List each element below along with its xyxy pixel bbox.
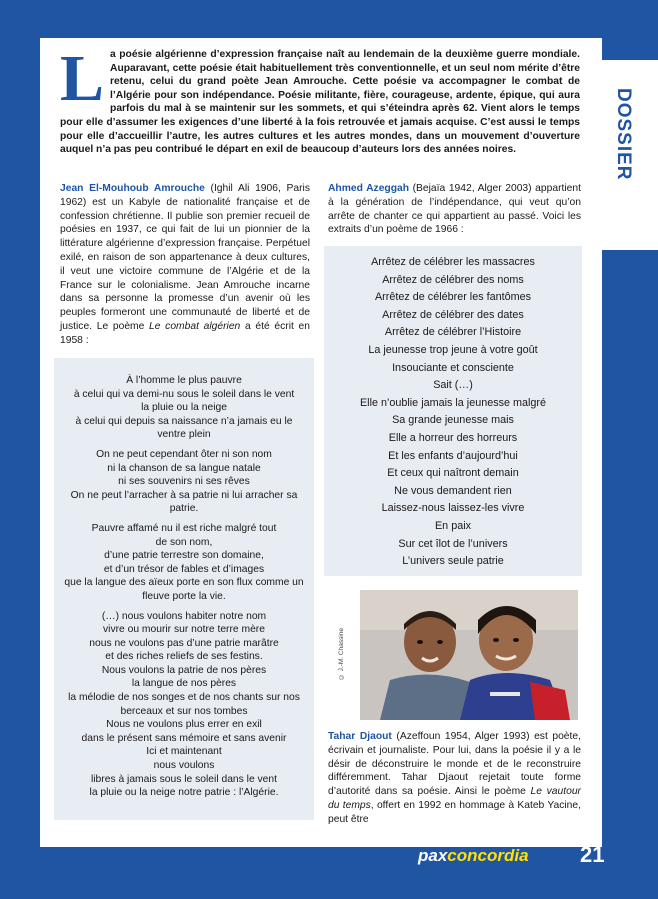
poem-stanza xyxy=(60,610,308,800)
azeggah-paragraph xyxy=(328,182,581,237)
poem-line: la mélodie de nos songes et de nos chants sur nos berceaux et sur nos tombes xyxy=(68,692,300,717)
djaout-poem-title: Le vautour du temps xyxy=(328,786,581,811)
amrouche-paragraph xyxy=(60,182,310,348)
poem-stanza xyxy=(60,522,308,604)
poem-line: Arrêtez de célébrer des noms xyxy=(382,273,524,286)
djaout-text-2: , offert en 1992 en hommage à Kateb Yacine, peut être xyxy=(328,799,581,825)
poem-line: Laissez-nous laissez-les vivre xyxy=(381,502,525,515)
poem-line: d’une patrie terrestre son domaine, xyxy=(104,550,264,562)
photo-credit: © J.-M. Chassine xyxy=(338,628,345,681)
djaout-text-1: (Azeffoun 1954, Alger 1993) est poète, écrivain et journaliste. Pour lui, dans la poésie il y a le désir de déconstruire le monde et de le reconstruire différemment. Tahar Djaout rejetait toute forme d’autorité dans sa poésie. Ainsi le poème xyxy=(328,731,581,798)
poem-line: nous voulons xyxy=(153,760,215,772)
poem-line: à celui qui va demi-nu sous le soleil dans le vent xyxy=(73,388,295,400)
poem-line: Arrêtez de célébrer des dates xyxy=(382,308,524,321)
poem-line: À l’homme le plus pauvre xyxy=(126,375,242,386)
amrouche-text-2: a été écrit en 1958 : xyxy=(60,320,310,346)
poem-line: Insouciante et consciente xyxy=(392,361,514,374)
poem-combat-algerien xyxy=(54,358,314,820)
poem-line: Sur cet îlot de l’univers xyxy=(398,537,508,550)
poem-line: à celui qui depuis sa naissance n’a jamais eu le ventre plein xyxy=(75,415,293,441)
poem-line: Sa grande jeunesse mais xyxy=(392,414,514,427)
poem-stanza xyxy=(60,374,308,442)
poem-line: L’univers seule patrie xyxy=(402,555,504,568)
poem-line: Ne vous demandent rien xyxy=(394,484,512,497)
poem-line: Arrêtez de célébrer l’Histoire xyxy=(384,326,522,339)
poem-line: Arrêtez de célébrer les fantômes xyxy=(374,291,532,304)
poem-line: Elle n’oublie jamais la jeunesse malgré xyxy=(359,396,547,409)
poem-line: Arrêtez de célébrer les massacres xyxy=(371,256,535,268)
page-number: 21 xyxy=(580,842,605,867)
author-name-amrouche: Jean El-Mouhoub Amrouche xyxy=(60,183,205,194)
poem-line: Nous voulons la patrie de nos pères xyxy=(101,664,267,676)
poem-line: Nous ne voulons plus errer en exil xyxy=(106,719,262,731)
poem-line: Elle a horreur des horreurs xyxy=(388,431,518,444)
poem-line: (…) nous voulons habiter notre nom xyxy=(101,610,267,622)
poem-line: Et les enfants d’aujourd’hui xyxy=(388,449,518,462)
poem-line: nous ne voulons pas d’une patrie marâtre xyxy=(89,637,279,649)
pax-concordia-logo: paxconcordia xyxy=(418,846,529,865)
poem-line: la pluie ou la neige notre patrie : l’Algérie. xyxy=(89,787,279,799)
intro-paragraph xyxy=(60,42,580,157)
poem-line: On ne peut l’arracher à sa patrie ni lui arracher sa patrie. xyxy=(70,489,298,515)
poem-line: de son nom, xyxy=(155,536,213,548)
amrouche-text-1: (Ighil Ali 1906, Paris 1962) est un Kabyle de nationalité française et de confession chrétienne. Il publie son premier recueil de poésies en 1937, ce qui fait de lui un pionnier de la littérature algérienne d’expression française. Perpétuel exilé, en raison de son appartenance à deux cultures, il veut une victoire commune de l’Algérie et de la France sur le colonialisme. Jean Amrouche incarne dans sa personne la promesse d’un avenir où les peuples formeront une communauté de liberté et de justice. Le poème xyxy=(60,183,310,332)
poem-line: libres à jamais sous le soleil dans le vent xyxy=(90,773,277,785)
poem-line: et d’un trésor de fables et d’images xyxy=(103,563,265,575)
section-tab-label: DOSSIER xyxy=(613,88,634,181)
poem-stanza xyxy=(60,448,308,516)
poem-line: que la langue des aïeux porte en son flux comme un fleuve porte la vie. xyxy=(64,577,304,602)
poem-line: Et ceux qui naîtront demain xyxy=(387,467,519,480)
poem-arretez-de-celebrer xyxy=(324,246,582,576)
author-name-azeggah: Ahmed Azeggah xyxy=(328,183,410,194)
children-photo-illustration xyxy=(360,590,578,720)
poem-line: Ici et maintenant xyxy=(146,746,222,758)
poem-line: La jeunesse trop jeune à votre goût xyxy=(368,343,538,356)
azeggah-text: (Bejaïa 1942, Alger 2003) appartient à la génération de l’indépendance, qui veut qu’on arrête de chanter ce qui appartient au passé. Voici les extraits d’un poème de 1966 : xyxy=(328,183,581,236)
poem-line: la langue de nos pères xyxy=(131,678,237,690)
poem-line: En paix xyxy=(434,519,471,532)
drop-cap: L xyxy=(60,42,105,115)
intro-text: a poésie algérienne d’expression française naît au lendemain de la deuxième guerre mondiale. Auparavant, cette poésie était habituellement très conventionnelle, et un seul nom mérite d’être retenu, celui du grand poète Jean Amrouche. Cette poésie va accompagner le combat de l’Algérie pour son indépendance. Poésie militante, fière, courageuse, ardente, épique, qui aura parfois du mal à se maintenir sur les sommets, et qui s’éteindra après 62. Vient alors le temps pour elle d’assumer les exigences d’une liberté à la fois retrouvée et jamais acquise. C’est aussi le temps pour elle d’accueillir l’autre, les autres cultures et les autres mondes, dans un mouvement d’ouverture auquel n’a pas peu contribué le départ en exil de beaucoup d’auteurs lors des années noires. xyxy=(60,49,580,156)
poem-line: On ne peut cependant ôter ni son nom xyxy=(96,448,272,460)
poem-line: vivre ou mourir sur notre terre mère xyxy=(103,624,265,636)
poem-line: Pauvre affamé nu il est riche malgré tout xyxy=(91,522,277,534)
section-tab xyxy=(602,60,658,250)
poem-line: Sait (…) xyxy=(433,379,473,392)
poem-line: la pluie ou la neige xyxy=(141,402,227,414)
djaout-paragraph xyxy=(328,730,581,827)
author-name-djaout: Tahar Djaout xyxy=(328,731,392,742)
children-photo xyxy=(360,590,578,720)
poem-line: ni ses souvenirs ni ses rêves xyxy=(118,476,250,488)
poem-line: et des riches reliefs de ses festins. xyxy=(105,651,263,663)
poem-line: ni la chanson de sa langue natale xyxy=(107,462,261,474)
amrouche-poem-title: Le combat algérien xyxy=(149,320,241,332)
poem-line: dans le présent sans mémoire et sans avenir xyxy=(81,732,287,744)
